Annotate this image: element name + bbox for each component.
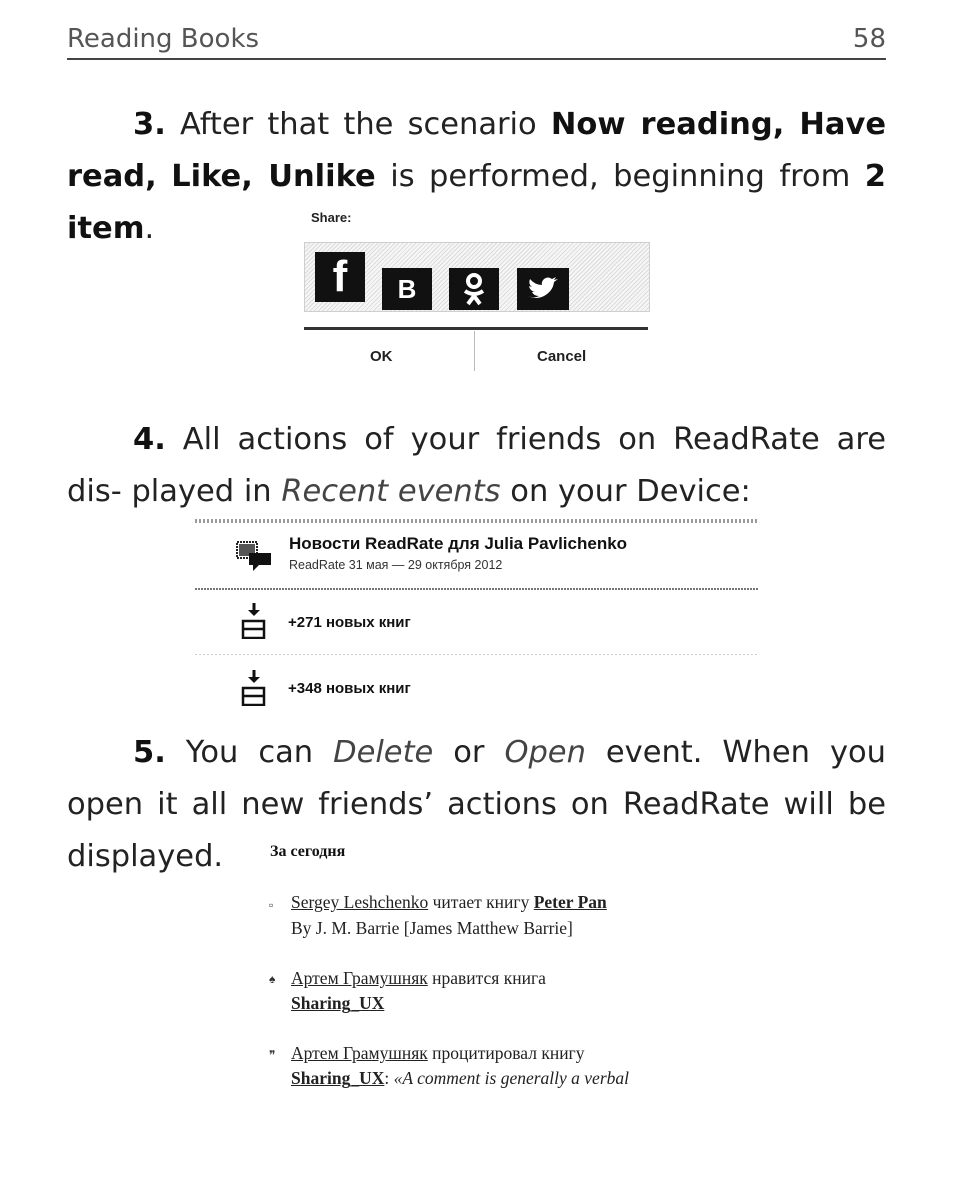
user-link[interactable]: Артем Грамушняк [291,968,428,988]
step-number: 4. [133,422,166,457]
book-link[interactable]: Sharing_UX [291,1068,385,1088]
events-top-border [195,519,759,523]
step-4-paragraph: 4. All actions of your friends on ReadRate are dis- played in Recent events on your Device: [67,422,886,509]
step-number: 3. [133,107,166,142]
step-5-paragraph: 5. You can Delete or Open event. When you open it all new friends’ actions on ReadRate will be displayed. [67,735,886,874]
step-3-paragraph: 3. After that the scenario Now reading, Have read, Like, Unlike is performed, beginning from 2 item. [67,107,887,246]
dialog-divider [304,327,648,330]
feed-entry-line: Артем Грамушняк процитировал книгу [291,1043,585,1063]
page-number: 58 [852,24,886,54]
events-divider [195,588,759,590]
feed-entry-line [291,993,384,1014]
events-title[interactable]: Новости ReadRate для Julia Pavlichenko [289,534,628,553]
event-item[interactable]: +271 новых книг [288,614,411,631]
event-item[interactable]: +348 новых книг [288,680,411,697]
button-separator [474,331,475,371]
user-link[interactable]: Артем Грамушняк [291,1043,428,1063]
reading-icon: ▫ [269,898,274,912]
quote-text: «A comment is generally a verbal [393,1068,629,1088]
running-title: Reading Books [67,24,260,54]
events-divider [195,654,759,655]
feed-entry-line: Sharing_UX: «A comment is generally a verbal [291,1068,629,1088]
book-author: By J. M. Barrie [James Matthew Barrie] [291,918,573,938]
today-heading: За сегодня [270,843,346,860]
odnoklassniki-icon[interactable] [449,268,499,310]
book-link[interactable]: Peter Pan [533,892,607,912]
quote-icon: ❞ [269,1048,276,1062]
facebook-icon[interactable]: f [315,252,365,302]
share-icons-panel [304,242,650,312]
like-icon: ♠ [269,972,276,986]
book-link[interactable]: Sharing_UX [291,993,385,1013]
step-number: 5. [133,735,166,770]
feed-entry-line: Sergey Leshchenko читает книгу Peter Pan [291,892,607,912]
share-label: Share: [311,210,352,225]
vkontakte-icon[interactable]: B [382,268,432,310]
ok-button[interactable]: OK [370,348,393,365]
twitter-icon[interactable] [517,268,569,310]
events-subtitle: ReadRate 31 мая — 29 октября 2012 [289,558,503,572]
cancel-button[interactable]: Cancel [537,348,587,365]
download-icon [241,603,267,643]
news-icon [235,539,275,577]
download-icon [241,670,267,710]
page-header [67,22,886,60]
user-link[interactable]: Sergey Leshchenko [291,892,429,912]
feed-entry-line: Артем Грамушняк нравится книга [291,968,546,988]
